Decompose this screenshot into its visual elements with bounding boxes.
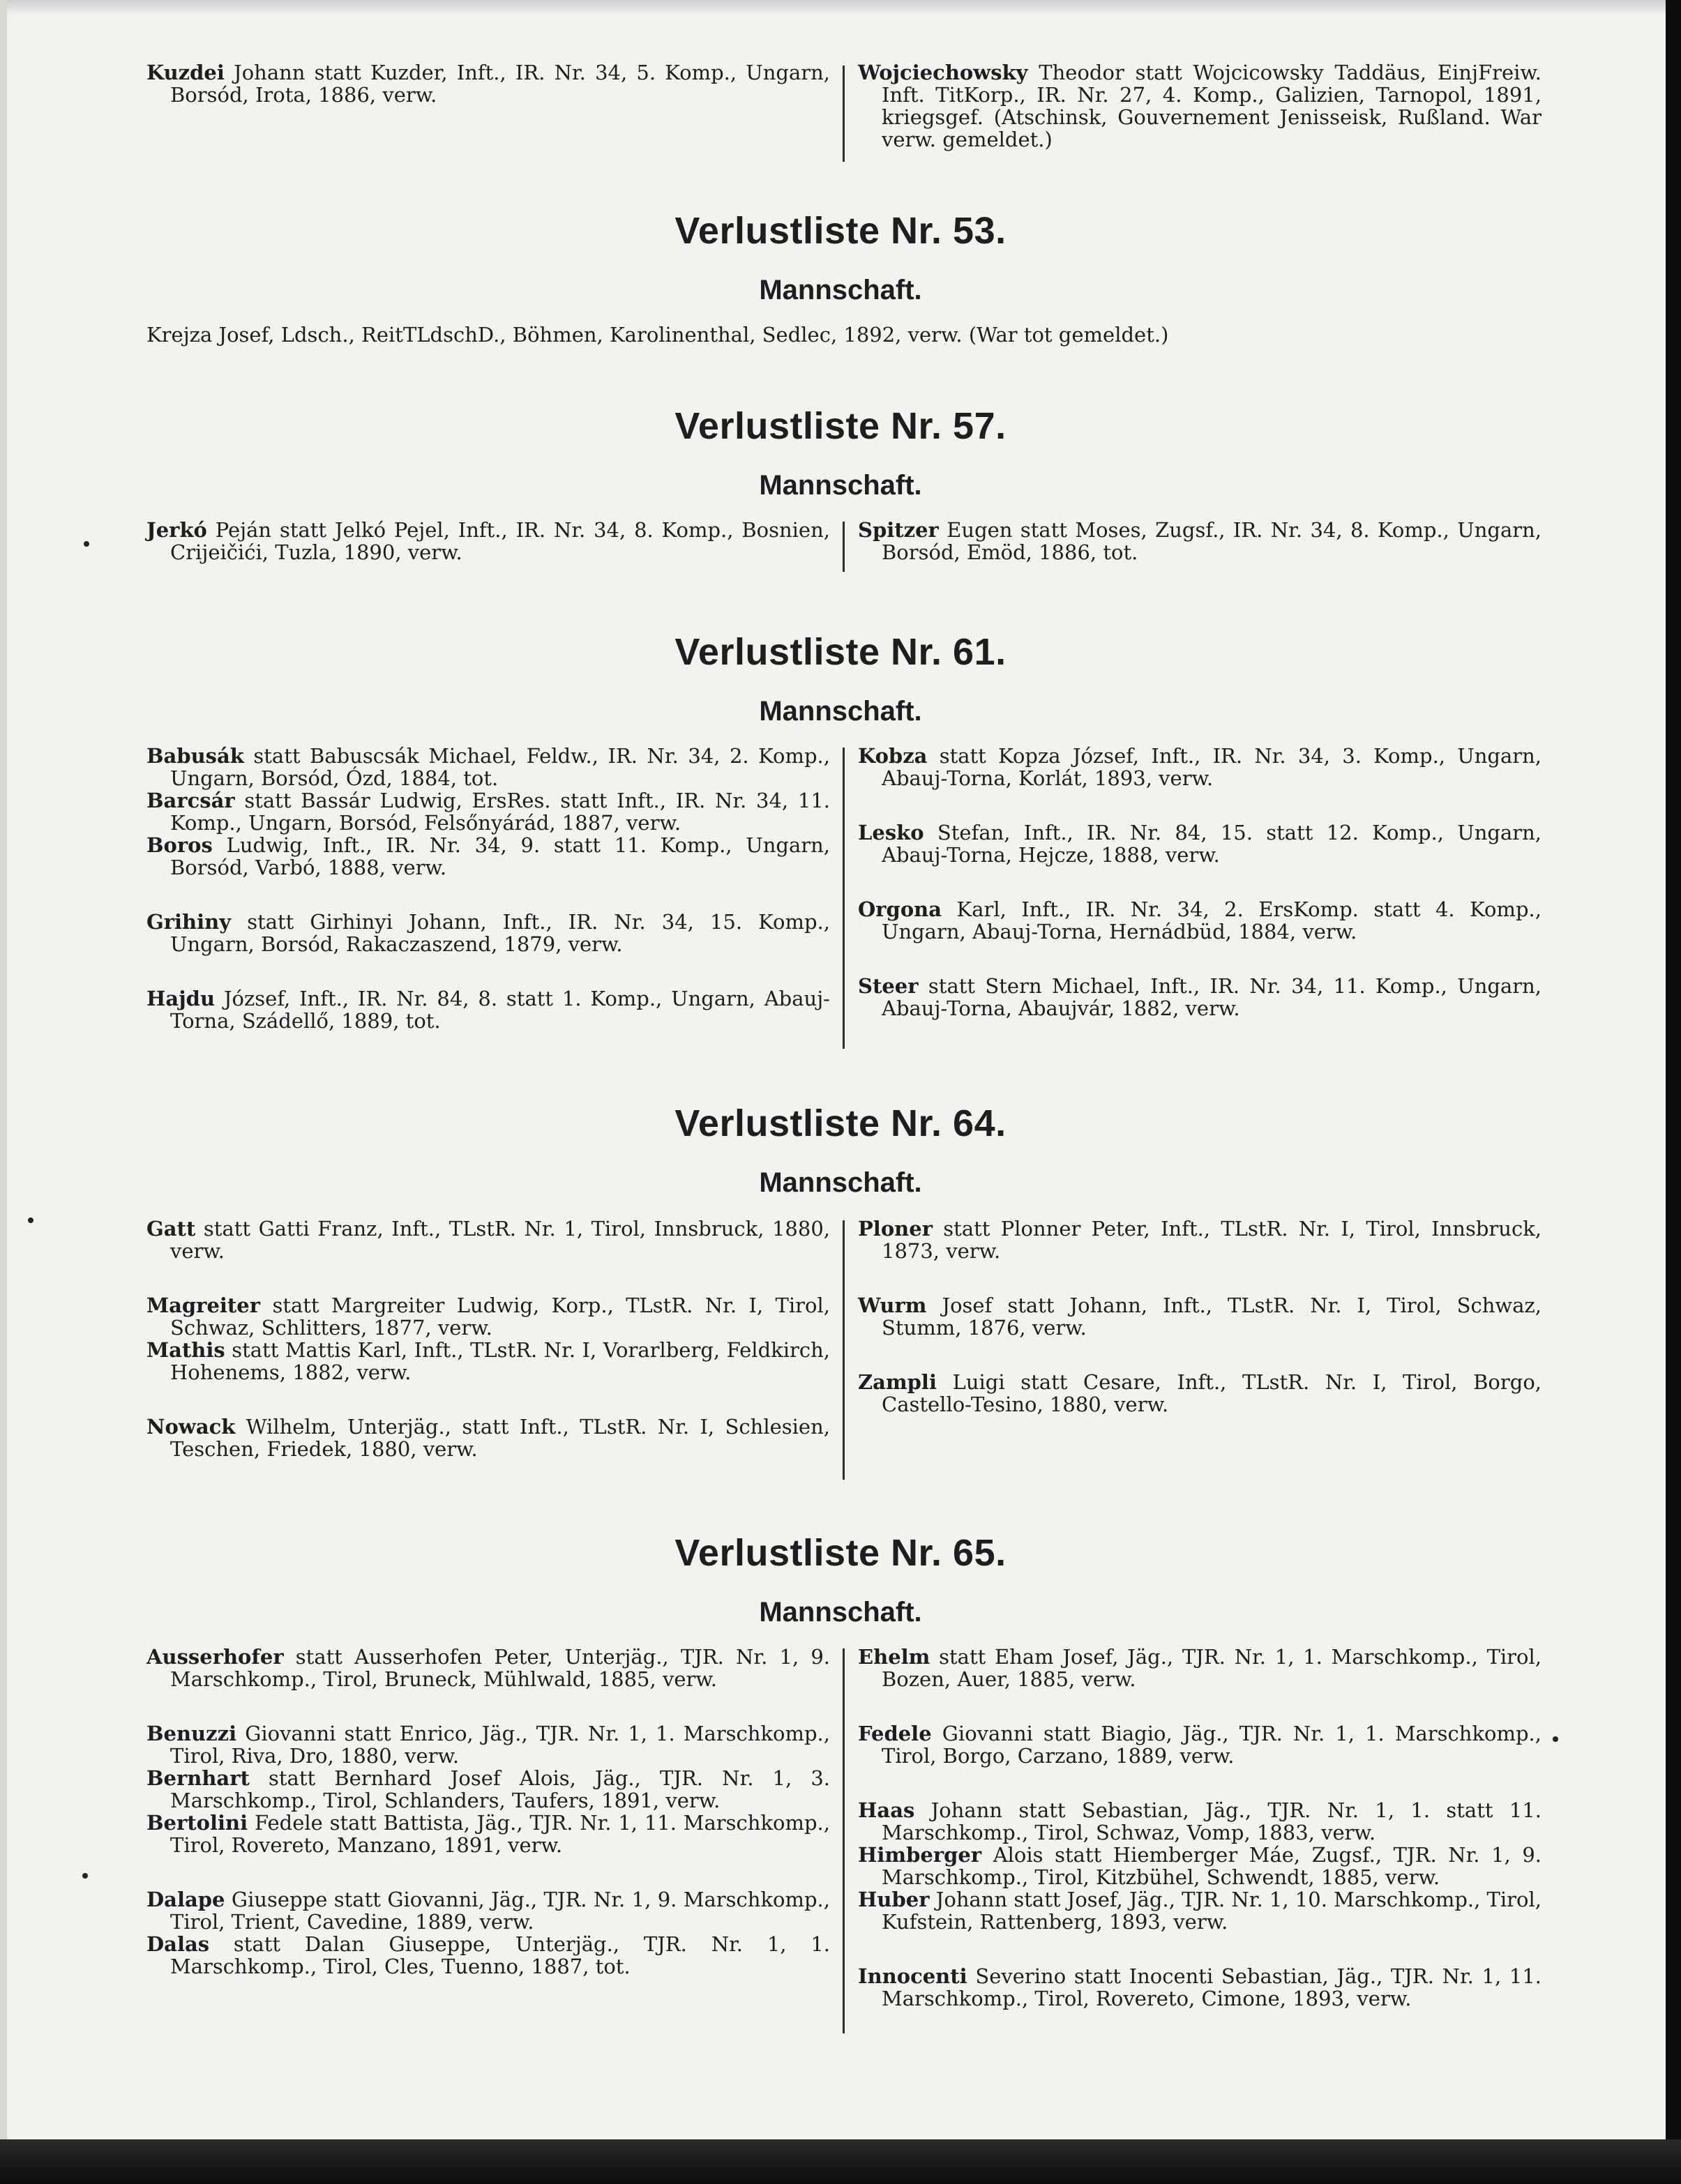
entry-name: Bernhart bbox=[146, 1766, 250, 1790]
casualty-entry bbox=[858, 1646, 1541, 1690]
casualty-entry bbox=[858, 61, 1541, 151]
entry-text: Alois statt Hiemberger Máe, Zugsf., TJR. Nr. 1, 9. Marschkomp., Tirol, Kitzbühel, Schwendt, 1885, verw. bbox=[882, 1843, 1541, 1889]
list-57-subtitle: Mannschaft. bbox=[759, 470, 922, 501]
scan-edge-left bbox=[0, 0, 7, 2184]
list-53-entry bbox=[146, 324, 1535, 346]
column-divider bbox=[843, 522, 845, 572]
entry-name: Fedele bbox=[858, 1722, 932, 1745]
list-61-title: Verlustliste Nr. 61. bbox=[674, 631, 1007, 673]
entry-name: Dalape bbox=[146, 1888, 225, 1911]
casualty-entry bbox=[146, 1767, 830, 1812]
casualty-entry bbox=[146, 987, 830, 1032]
entry-name: Himberger bbox=[858, 1843, 982, 1867]
casualty-entry bbox=[146, 1812, 830, 1856]
casualty-entry bbox=[146, 1933, 830, 1978]
scan-edge-right bbox=[1666, 0, 1681, 2184]
list-64-block bbox=[146, 1217, 1541, 1482]
casualty-entry bbox=[858, 1844, 1541, 1888]
entry-text: statt Ausserhofen Peter, Unterjäg., TJR. Nr. 1, 9. Marschkomp., Tirol, Bruneck, Mühlwald, 1885, verw. bbox=[170, 1645, 830, 1691]
entry-name: Jerkó bbox=[146, 518, 207, 542]
entry-text: statt Babuscsák Michael, Feldw., IR. Nr. 34, 2. Komp., Ungarn, Borsód, Ózd, 1884, tot. bbox=[170, 744, 830, 790]
entry-name: Ausserhofer bbox=[146, 1645, 284, 1669]
entry-spacer bbox=[858, 943, 1541, 975]
list-57-block bbox=[146, 518, 1541, 575]
entry-name: Huber bbox=[858, 1888, 930, 1911]
entry-name: Krejza bbox=[146, 323, 213, 347]
column-divider bbox=[843, 748, 845, 1049]
entry-spacer bbox=[146, 1690, 830, 1722]
entry-text: statt Bassár Ludwig, ErsRes. statt Inft., IR. Nr. 34, 11. Komp., Ungarn, Borsód, Felsőnyárád, 1887, verw. bbox=[170, 789, 830, 835]
entry-spacer bbox=[146, 955, 830, 987]
scan-edge-bottom bbox=[0, 2139, 1681, 2184]
entry-text: Josef statt Johann, Inft., TLstR. Nr. I, Tirol, Schwaz, Stumm, 1876, verw. bbox=[882, 1294, 1541, 1340]
scan-edge-top bbox=[0, 0, 1681, 15]
entry-text: Eugen statt Moses, Zugsf., IR. Nr. 34, 8. Komp., Ungarn, Borsód, Emöd, 1886, tot. bbox=[882, 518, 1541, 564]
entry-name: Kuzdei bbox=[146, 61, 225, 84]
entry-text: statt Gatti Franz, Inft., TLstR. Nr. 1, Tirol, Innsbruck, 1880, verw. bbox=[170, 1217, 830, 1263]
casualty-entry bbox=[146, 1218, 830, 1262]
casualty-entry bbox=[146, 519, 830, 563]
top-left-column bbox=[146, 61, 830, 106]
casualty-entry bbox=[146, 834, 830, 879]
entry-name: Wojciechowsky bbox=[858, 61, 1028, 84]
entry-name: Magreiter bbox=[146, 1294, 261, 1317]
entry-text: Johann statt Sebastian, Jäg., TJR. Nr. 1, 1. statt 11. Marschkomp., Tirol, Schwaz, Vomp, 1883, verw. bbox=[882, 1798, 1541, 1844]
scan-speck bbox=[1553, 1736, 1558, 1742]
casualty-entry bbox=[858, 975, 1541, 1019]
entry-name: Innocenti bbox=[858, 1964, 967, 1988]
casualty-entry bbox=[858, 519, 1541, 563]
entry-text: Severino statt Inocenti Sebastian, Jäg., TJR. Nr. 1, 11. Marschkomp., Tirol, Rovereto, Cimone, 1893, verw. bbox=[882, 1964, 1541, 2010]
list-57-title: Verlustliste Nr. 57. bbox=[674, 405, 1007, 447]
entry-spacer bbox=[858, 1339, 1541, 1371]
entry-name: Grihiny bbox=[146, 910, 232, 934]
entry-name: Nowack bbox=[146, 1415, 236, 1439]
list-61-left-column bbox=[146, 745, 830, 1032]
entry-spacer bbox=[146, 879, 830, 911]
entry-text: Fedele statt Battista, Jäg., TJR. Nr. 1, 11. Marschkomp., Tirol, Rovereto, Manzano, 1891, verw. bbox=[170, 1811, 830, 1857]
entry-text: Johann statt Josef, Jäg., TJR. Nr. 1, 10. Marschkomp., Tirol, Kufstein, Rattenberg, 1893, verw. bbox=[882, 1888, 1541, 1934]
entry-name: Benuzzi bbox=[146, 1722, 237, 1745]
list-61-right-column bbox=[858, 745, 1541, 1019]
list-64-left-column bbox=[146, 1218, 830, 1460]
list-65-left-column bbox=[146, 1646, 830, 1978]
entry-text: Josef, Ldsch., ReitTLdschD., Böhmen, Karolinenthal, Sedlec, 1892, verw. (War tot gemeldet.) bbox=[212, 323, 1169, 347]
entry-name: Dalas bbox=[146, 1932, 210, 1956]
casualty-entry bbox=[858, 1294, 1541, 1339]
entry-name: Kobza bbox=[858, 744, 928, 768]
column-divider bbox=[843, 1220, 845, 1480]
list-64-subtitle: Mannschaft. bbox=[759, 1167, 922, 1198]
casualty-entry bbox=[858, 745, 1541, 789]
entry-spacer bbox=[858, 1767, 1541, 1799]
scan-speck bbox=[84, 541, 89, 547]
entry-name: Barcsár bbox=[146, 789, 235, 812]
entry-spacer bbox=[146, 1383, 830, 1416]
casualty-entry bbox=[146, 1888, 830, 1933]
entry-name: Hajdu bbox=[146, 987, 216, 1010]
entry-name: Mathis bbox=[146, 1338, 225, 1362]
entry-spacer bbox=[146, 1856, 830, 1888]
casualty-entry bbox=[858, 898, 1541, 943]
list-65-title: Verlustliste Nr. 65. bbox=[674, 1532, 1007, 1574]
list-53-title: Verlustliste Nr. 53. bbox=[674, 210, 1007, 252]
entry-text: Johann statt Kuzder, Inft., IR. Nr. 34, 5. Komp., Ungarn, Borsód, Irota, 1886, verw. bbox=[170, 61, 830, 107]
entry-spacer bbox=[858, 1690, 1541, 1722]
entry-name: Wurm bbox=[858, 1294, 927, 1317]
entry-text: József, Inft., IR. Nr. 84, 8. statt 1. Komp., Ungarn, Abauj-Torna, Szádellő, 1889, tot. bbox=[170, 987, 830, 1033]
entry-name: Haas bbox=[858, 1798, 915, 1822]
casualty-entry bbox=[858, 1888, 1541, 1933]
entry-text: Giovanni statt Biagio, Jäg., TJR. Nr. 1, 1. Marschkomp., Tirol, Borgo, Carzano, 1889, verw. bbox=[882, 1722, 1541, 1768]
casualty-entry bbox=[146, 61, 830, 106]
casualty-entry bbox=[146, 1339, 830, 1383]
list-61-block bbox=[146, 744, 1541, 1052]
entry-text: statt Margreiter Ludwig, Korp., TLstR. Nr. I, Tirol, Schwaz, Schlitters, 1877, verw. bbox=[170, 1294, 830, 1340]
entry-text: statt Girhinyi Johann, Inft., IR. Nr. 34, 15. Komp., Ungarn, Borsód, Rakaczaszend, 1879, verw. bbox=[170, 910, 830, 956]
casualty-entry bbox=[146, 745, 830, 789]
entry-spacer bbox=[858, 1262, 1541, 1294]
entry-spacer bbox=[146, 1262, 830, 1294]
entry-text: Giuseppe statt Giovanni, Jäg., TJR. Nr. 1, 9. Marschkomp., Tirol, Trient, Cavedine, 1889, verw. bbox=[170, 1888, 830, 1934]
casualty-entry bbox=[858, 821, 1541, 866]
entry-text: Luigi statt Cesare, Inft., TLstR. Nr. I, Tirol, Borgo, Castello-Tesino, 1880, verw. bbox=[882, 1370, 1541, 1416]
entry-name: Lesko bbox=[858, 821, 924, 844]
list-64-title: Verlustliste Nr. 64. bbox=[674, 1102, 1007, 1144]
list-61-subtitle: Mannschaft. bbox=[759, 696, 922, 727]
casualty-entry bbox=[858, 1965, 1541, 2010]
list-53-subtitle: Mannschaft. bbox=[759, 275, 922, 305]
entry-text: statt Mattis Karl, Inft., TLstR. Nr. I, Vorarlberg, Feldkirch, Hohenems, 1882, verw. bbox=[170, 1338, 830, 1384]
entry-spacer bbox=[858, 866, 1541, 898]
scan-speck bbox=[28, 1218, 33, 1223]
casualty-entry bbox=[146, 1646, 830, 1690]
entry-text: Stefan, Inft., IR. Nr. 84, 15. statt 12. Komp., Ungarn, Abauj-Torna, Hejcze, 1888, verw. bbox=[882, 821, 1541, 867]
list-64-right-column bbox=[858, 1218, 1541, 1416]
casualty-entry bbox=[858, 1799, 1541, 1844]
entry-name: Orgona bbox=[858, 897, 942, 921]
entry-text: Peján statt Jelkó Pejel, Inft., IR. Nr. 34, 8. Komp., Bosnien, Crijeičići, Tuzla, 1890, verw. bbox=[170, 518, 830, 564]
entry-name: Gatt bbox=[146, 1217, 196, 1241]
casualty-entry bbox=[146, 911, 830, 955]
casualty-entry bbox=[146, 1722, 830, 1767]
entry-text: Karl, Inft., IR. Nr. 34, 2. ErsKomp. statt 4. Komp., Ungarn, Abauj-Torna, Hernádbüd, 1884, verw. bbox=[882, 897, 1541, 943]
entry-spacer bbox=[858, 789, 1541, 821]
entry-name: Ploner bbox=[858, 1217, 933, 1241]
entry-spacer bbox=[858, 1933, 1541, 1965]
list-57-right-column bbox=[858, 519, 1541, 563]
entry-text: statt Plonner Peter, Inft., TLstR. Nr. I, Tirol, Innsbruck, 1873, verw. bbox=[882, 1217, 1541, 1263]
entry-name: Bertolini bbox=[146, 1811, 248, 1835]
casualty-entry bbox=[858, 1722, 1541, 1767]
entry-text: Wilhelm, Unterjäg., statt Inft., TLstR. Nr. I, Schlesien, Teschen, Friedek, 1880, verw. bbox=[170, 1415, 830, 1461]
casualty-entry bbox=[146, 789, 830, 834]
list-65-right-column bbox=[858, 1646, 1541, 2010]
entry-name: Babusák bbox=[146, 744, 244, 768]
entry-text: statt Eham Josef, Jäg., TJR. Nr. 1, 1. Marschkomp., Tirol, Bozen, Auer, 1885, verw. bbox=[882, 1645, 1541, 1691]
entry-text: statt Kopza József, Inft., IR. Nr. 34, 3. Komp., Ungarn, Abauj-Torna, Korlát, 1893, verw. bbox=[882, 744, 1541, 790]
entry-text: Theodor statt Wojcicowsky Taddäus, EinjFreiw. Inft. TitKorp., IR. Nr. 27, 4. Komp., Galizien, Tarnopol, 1891, kriegsgef. (Atschinsk, Gouvernement Jenisseisk, Rußland. War verw. gemeldet.) bbox=[882, 61, 1541, 151]
scan-speck bbox=[82, 1873, 88, 1879]
column-divider bbox=[843, 66, 845, 162]
entry-name: Steer bbox=[858, 974, 919, 998]
entry-name: Zampli bbox=[858, 1370, 937, 1394]
entry-text: Giovanni statt Enrico, Jäg., TJR. Nr. 1, 1. Marschkomp., Tirol, Riva, Dro, 1880, verw. bbox=[170, 1722, 830, 1768]
entry-text: Ludwig, Inft., IR. Nr. 34, 9. statt 11. Komp., Ungarn, Borsód, Varbó, 1888, verw. bbox=[170, 833, 830, 879]
column-divider bbox=[843, 1648, 845, 2033]
entry-name: Spitzer bbox=[858, 518, 939, 542]
entry-text: statt Stern Michael, Inft., IR. Nr. 34, 11. Komp., Ungarn, Abauj-Torna, Abaujvár, 1882, verw. bbox=[882, 974, 1541, 1020]
entry-text: statt Bernhard Josef Alois, Jäg., TJR. Nr. 1, 3. Marschkomp., Tirol, Schlanders, Taufers, 1891, verw. bbox=[170, 1766, 830, 1812]
casualty-entry bbox=[146, 1294, 830, 1339]
entry-name: Boros bbox=[146, 833, 213, 857]
list-65-block bbox=[146, 1645, 1541, 2036]
entry-name: Ehelm bbox=[858, 1645, 930, 1669]
top-carryover-block bbox=[146, 61, 1541, 166]
casualty-entry bbox=[146, 1416, 830, 1460]
casualty-entry bbox=[858, 1218, 1541, 1262]
entry-text: statt Dalan Giuseppe, Unterjäg., TJR. Nr. 1, 1. Marschkomp., Tirol, Cles, Tuenno, 1887, tot. bbox=[170, 1932, 830, 1978]
list-65-subtitle: Mannschaft. bbox=[759, 1597, 922, 1628]
list-57-left-column bbox=[146, 519, 830, 563]
casualty-entry bbox=[858, 1371, 1541, 1416]
top-right-column bbox=[858, 61, 1541, 151]
